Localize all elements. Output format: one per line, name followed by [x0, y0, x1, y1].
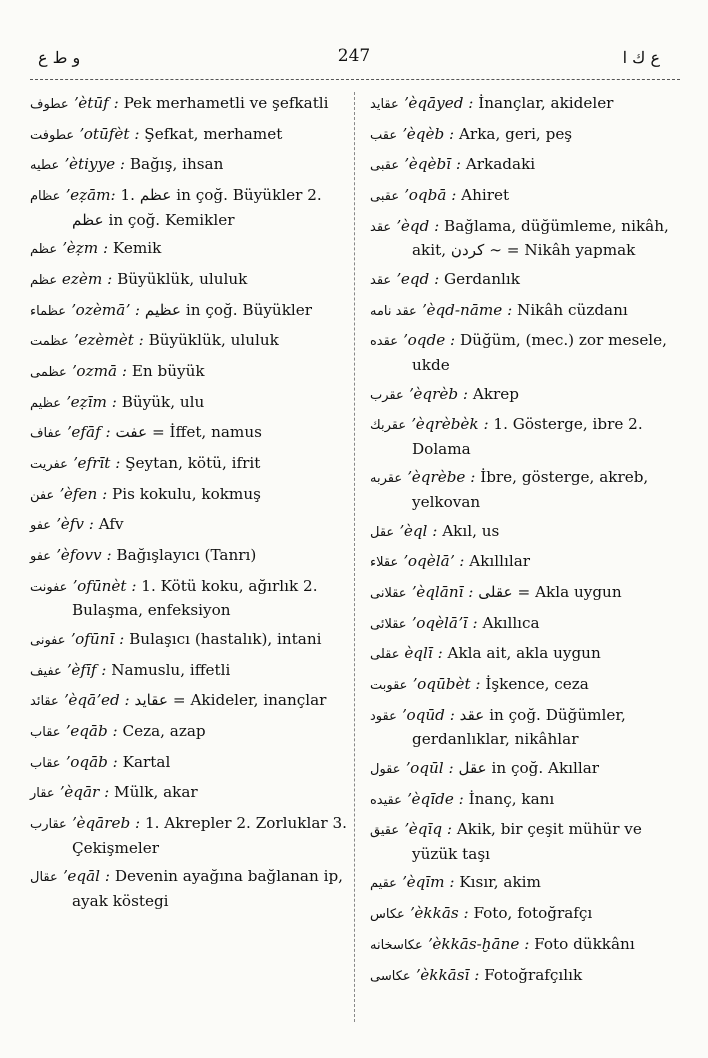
entry-transliteration: ʼofūnī :: [70, 630, 125, 648]
dictionary-entry: [370, 818, 674, 865]
entry-transliteration: ʼeẓām:: [65, 186, 116, 205]
dictionary-entry: [370, 153, 674, 178]
entry-arabic-script: عكاس: [370, 907, 405, 923]
entry-definition: En büyük: [131, 362, 205, 380]
dictionary-entry: [370, 92, 674, 117]
entry-transliteration: ʼoqūd :: [401, 705, 455, 724]
entry-definition: Akıl, us: [442, 521, 500, 540]
entry-definition: Arka, geri, peş: [458, 124, 573, 143]
entry-transliteration: ʼèkkāsī :: [415, 965, 480, 984]
dictionary-entry: [30, 751, 350, 776]
dictionary-entry: [370, 612, 674, 637]
entry-definition: Büyüklük, ululuk: [148, 331, 279, 350]
entry-transliteration: ʼoqūl :: [405, 758, 454, 777]
dictionary-entry: [30, 865, 350, 912]
entry-transliteration: ʼèfv :: [55, 515, 94, 534]
entry-arabic-script: عقب: [370, 127, 398, 143]
entry-definition: Gerdanlık: [444, 269, 520, 288]
dictionary-entry: [30, 237, 350, 262]
entry-arabic-script: عقاب: [30, 755, 61, 771]
entry-transliteration: ʼoqde :: [402, 331, 456, 350]
entry-definition: Foto, fotoğrafçı: [473, 904, 593, 923]
entry-transliteration: ʼèqīde :: [406, 789, 464, 808]
entry-transliteration: ʼèqāreb :: [71, 814, 141, 833]
entry-definition: Ahiret: [461, 186, 510, 205]
entry-transliteration: ʼèqèb :: [401, 124, 455, 143]
entry-transliteration: ʼèẓm :: [61, 239, 109, 258]
dictionary-entry: [30, 391, 350, 416]
entry-arabic-script: عظيم: [30, 395, 61, 411]
entry-definition: İnanç, kanı: [468, 789, 555, 808]
dictionary-entry: [370, 788, 674, 813]
entry-transliteration: ʼèqīq :: [403, 820, 452, 839]
entry-transliteration: ʼefāf :: [66, 423, 111, 442]
entry-arabic-script: عقد: [370, 219, 392, 235]
entry-transliteration: ʼèqrèbèk :: [410, 415, 489, 434]
dictionary-entry: [370, 902, 674, 927]
entry-transliteration: ʼèfovv :: [55, 546, 112, 565]
entry-arabic-script: عقبى: [370, 158, 400, 174]
entry-arabic-script: عفونت: [30, 579, 68, 595]
entry-arabic-script: عقلانى: [370, 585, 407, 601]
entry-definition: Namuslu, iffetli: [111, 660, 231, 679]
dictionary-entry: [30, 544, 350, 569]
entry-definition: Bağışlayıcı (Tanrı): [116, 546, 257, 565]
dictionary-entry: [370, 704, 674, 751]
dictionary-entry: [370, 550, 674, 575]
dictionary-entry: [370, 383, 674, 408]
entry-arabic-script: عظم: [30, 272, 58, 288]
entry-arabic-script: عكاسخانه: [370, 937, 423, 953]
dictionary-entry: [30, 689, 350, 714]
entry-definition: 1. Kötü koku, ağırlık 2. Bulaşma, enfeksiyon: [72, 576, 318, 620]
entry-transliteration: ʼèfen :: [59, 484, 108, 503]
dictionary-entry: [30, 123, 350, 148]
entry-transliteration: ʼèqd-nāme :: [421, 300, 513, 319]
entry-arabic-script: عظام: [30, 189, 61, 205]
entry-definition: Kemik: [112, 239, 162, 258]
entry-arabic-script: عقل: [370, 524, 395, 540]
entry-arabic-script: عقلائى: [370, 616, 407, 632]
dictionary-entry: [30, 628, 350, 653]
entry-definition: Mülk, akar: [114, 783, 198, 802]
entry-transliteration: ʼefrīt :: [72, 454, 121, 473]
header-rule: [30, 79, 680, 80]
dictionary-entry: [30, 299, 350, 324]
entry-definition: عقلى = Akla uygun: [478, 582, 622, 601]
dictionary-entry: [30, 513, 350, 538]
dictionary-entry: [370, 215, 674, 262]
dictionary-entry: [370, 673, 674, 698]
dictionary-entry: [30, 184, 350, 231]
entry-definition: Akıllıca: [482, 613, 540, 632]
entry-arabic-script: عظمى: [30, 365, 67, 380]
entry-transliteration: ʼeqāl :: [62, 867, 110, 886]
entry-arabic-script: عقيم: [370, 876, 397, 892]
entry-arabic-script: عفاف: [30, 426, 62, 442]
entry-definition: İşkence, ceza: [485, 675, 589, 693]
header-left-letters: و ط ع: [38, 48, 81, 67]
entry-arabic-script: عقربك: [370, 418, 407, 434]
page-header: [0, 40, 708, 80]
right-column: [370, 92, 674, 994]
entry-arabic-script: عقرب: [370, 387, 404, 403]
dictionary-entry: [370, 329, 674, 376]
entry-definition: Pis kokulu, kokmuş: [112, 484, 261, 503]
entry-transliteration: ʼèfīf :: [66, 660, 107, 679]
dictionary-entry: [370, 268, 674, 293]
entry-definition: Büyük, ulu: [121, 392, 205, 411]
entry-transliteration: ʼèqlānī :: [411, 582, 474, 601]
entry-transliteration: ʼozèmāʼ :: [70, 300, 141, 319]
dictionary-entry: [30, 720, 350, 745]
entry-definition: Devenin ayağına bağlanan ip, ayak köstegi: [72, 867, 343, 910]
entry-arabic-script: عقده: [370, 334, 398, 350]
entry-transliteration: ʼèqār :: [59, 783, 110, 802]
dictionary-entry: [370, 933, 674, 958]
dictionary-entry: [370, 642, 674, 667]
entry-transliteration: ʼofūnèt :: [72, 576, 137, 595]
entry-definition: Foto dükkânı: [534, 934, 635, 953]
entry-definition: Akla ait, akla uygun: [447, 644, 601, 663]
entry-definition: 1. Akrepler 2. Zorluklar 3. Çekişmeler: [72, 814, 347, 857]
dictionary-entry: [30, 153, 350, 178]
entry-definition: Kısır, akim: [459, 873, 541, 892]
entry-definition: Düğüm, (mec.) zor mesele, ukde: [412, 331, 667, 374]
entry-transliteration: ʼeqāb :: [65, 722, 118, 741]
entry-definition: Büyüklük, ululuk: [117, 269, 248, 288]
entry-arabic-script: عقاب: [30, 725, 61, 741]
entry-arabic-script: عكاسى: [370, 968, 411, 984]
entry-arabic-script: عقبى: [370, 189, 400, 205]
entry-definition: Fotoğrafçılık: [484, 965, 583, 984]
dictionary-entry: [370, 581, 674, 606]
entry-arabic-script: عظماء: [30, 303, 67, 319]
entry-transliteration: ʼoqbā :: [403, 186, 457, 205]
entry-arabic-script: عقيده: [370, 792, 402, 808]
entry-transliteration: ʼezèmèt :: [73, 331, 144, 350]
entry-definition: Kartal: [122, 752, 171, 771]
entry-arabic-script: عقائد: [30, 694, 59, 710]
entry-arabic-script: عقول: [370, 761, 401, 777]
entry-arabic-script: عفو: [30, 518, 52, 534]
entry-arabic-script: عطوف: [30, 97, 69, 112]
entry-transliteration: ʼèqāyed :: [403, 94, 474, 112]
dictionary-entry: [30, 452, 350, 477]
left-column: [30, 92, 350, 919]
entry-arabic-script: عطوفت: [30, 127, 75, 143]
entry-definition: Arkadaki: [465, 155, 536, 174]
dictionary-entry: [370, 413, 674, 460]
entry-transliteration: ʼotūfèt :: [78, 124, 140, 143]
entry-arabic-script: عقربه: [370, 471, 403, 487]
entry-arabic-script: عقلى: [370, 647, 400, 663]
entry-definition: عقل in çoğ. Akıllar: [458, 758, 600, 777]
entry-transliteration: ʼèql :: [399, 521, 438, 540]
entry-transliteration: ʼoqèlāʼ :: [403, 552, 465, 571]
entry-definition: Şeytan, kötü, ifrit: [125, 454, 261, 473]
dictionary-entry: [30, 575, 350, 622]
entry-definition: Nikâh cüzdanı: [517, 300, 628, 319]
entry-transliteration: ʼèkkās :: [409, 904, 469, 923]
entry-definition: عفت = İffet, namus: [115, 423, 262, 442]
entry-definition: Bağlama, düğümleme, nikâh, akit, كردن ∼ = Nikâh yapmak: [412, 216, 669, 260]
page-number: 247: [337, 46, 371, 66]
entry-transliteration: èqlī :: [404, 644, 443, 663]
entry-arabic-script: عقود: [370, 708, 397, 724]
dictionary-entry: [30, 659, 350, 684]
entry-definition: Bulaşıcı (hastalık), intani: [129, 630, 322, 648]
dictionary-entry: [370, 123, 674, 148]
entry-definition: Şefkat, merhamet: [144, 124, 283, 143]
entry-arabic-script: عفونى: [30, 633, 66, 648]
entry-definition: Ceza, azap: [122, 722, 206, 741]
entry-transliteration: ʼèqāʼed :: [63, 691, 130, 710]
entry-transliteration: ʼeqd :: [396, 269, 440, 288]
entry-definition: Akrep: [472, 384, 520, 403]
dictionary-entry: [30, 268, 350, 293]
entry-definition: Bağış, ihsan: [129, 155, 224, 174]
dictionary-entry: [370, 871, 674, 896]
entry-definition: عقايد = Akideler, inançlar: [134, 691, 327, 710]
entry-transliteration: ʼètiyye :: [64, 155, 126, 174]
entry-arabic-script: عقيق: [370, 823, 400, 839]
entry-definition: 1. Gösterge, ibre 2. Dolama: [412, 415, 643, 458]
dictionary-entry: [30, 92, 350, 117]
dictionary-entry: [370, 299, 674, 324]
entry-transliteration: ʼoqāb :: [65, 752, 118, 771]
dictionary-entry: [370, 184, 674, 209]
entry-definition: عقد in çoğ. Düğümler, gerdanlıklar, nikâhlar: [412, 705, 626, 749]
entry-transliteration: ʼètūf :: [73, 94, 119, 112]
dictionary-entry: [370, 466, 674, 513]
dictionary-entry: [30, 329, 350, 354]
entry-transliteration: ʼozmā :: [71, 362, 127, 380]
entry-arabic-script: عقوبت: [370, 678, 408, 693]
dictionary-entry: [370, 520, 674, 545]
entry-transliteration: ʼèqrèbe :: [406, 468, 476, 487]
entry-definition: Akıllılar: [469, 552, 531, 571]
dictionary-entry: [30, 360, 350, 385]
dictionary-entry: [30, 781, 350, 806]
dictionary-entry: [370, 964, 674, 989]
entry-arabic-script: عظم: [30, 242, 58, 258]
entry-arabic-script: عقارب: [30, 817, 67, 833]
entry-arabic-script: عفيف: [30, 663, 62, 679]
dictionary-entry: [30, 483, 350, 508]
entry-transliteration: ʼèkkās-ḫāne :: [427, 934, 530, 953]
dictionary-entry: [30, 812, 350, 859]
entry-arabic-script: عقال: [30, 870, 58, 886]
entry-definition: 1. عظم in çoğ. Büyükler 2. عظم in çoğ. Kemikler: [72, 186, 322, 229]
entry-arabic-script: عقلاء: [370, 555, 399, 571]
entry-transliteration: ʼèqd :: [396, 216, 440, 235]
entry-transliteration: ʼèqèbī :: [403, 155, 461, 174]
entry-definition: Afv: [98, 515, 124, 534]
header-right-letters: ع ك ا: [622, 48, 660, 67]
entry-transliteration: ʼoqūbèt :: [412, 675, 481, 693]
dictionary-entry: [30, 421, 350, 446]
entry-arabic-script: عقار: [30, 786, 55, 802]
column-divider: [354, 92, 355, 1022]
entry-arabic-script: عقد نامه: [370, 303, 417, 319]
entry-arabic-script: عفريت: [30, 457, 68, 473]
entry-arabic-script: عظمت: [30, 334, 69, 350]
entry-arabic-script: عقايد: [370, 97, 399, 112]
entry-definition: İbre, gösterge, akreb, yelkovan: [412, 468, 649, 511]
entry-transliteration: ʼoqèlāʼī :: [411, 613, 478, 632]
entry-transliteration: ʼèqīm :: [401, 873, 455, 892]
entry-arabic-script: عفن: [30, 487, 55, 503]
entry-arabic-script: عقد: [370, 272, 392, 288]
entry-definition: عظيم in çoğ. Büyükler: [144, 300, 313, 319]
entry-arabic-script: عطيه: [30, 158, 60, 174]
entry-transliteration: ezèm :: [61, 269, 113, 288]
entry-definition: Pek merhametli ve şefkatli: [123, 94, 329, 112]
dictionary-entry: [370, 757, 674, 782]
entry-transliteration: ʼeẓīm :: [65, 392, 117, 411]
entry-definition: İnançlar, akideler: [478, 94, 614, 112]
entry-arabic-script: عفو: [30, 549, 52, 565]
entry-definition: Akik, bir çeşit mühür ve yüzük taşı: [412, 820, 642, 863]
entry-transliteration: ʼèqrèb :: [408, 384, 469, 403]
